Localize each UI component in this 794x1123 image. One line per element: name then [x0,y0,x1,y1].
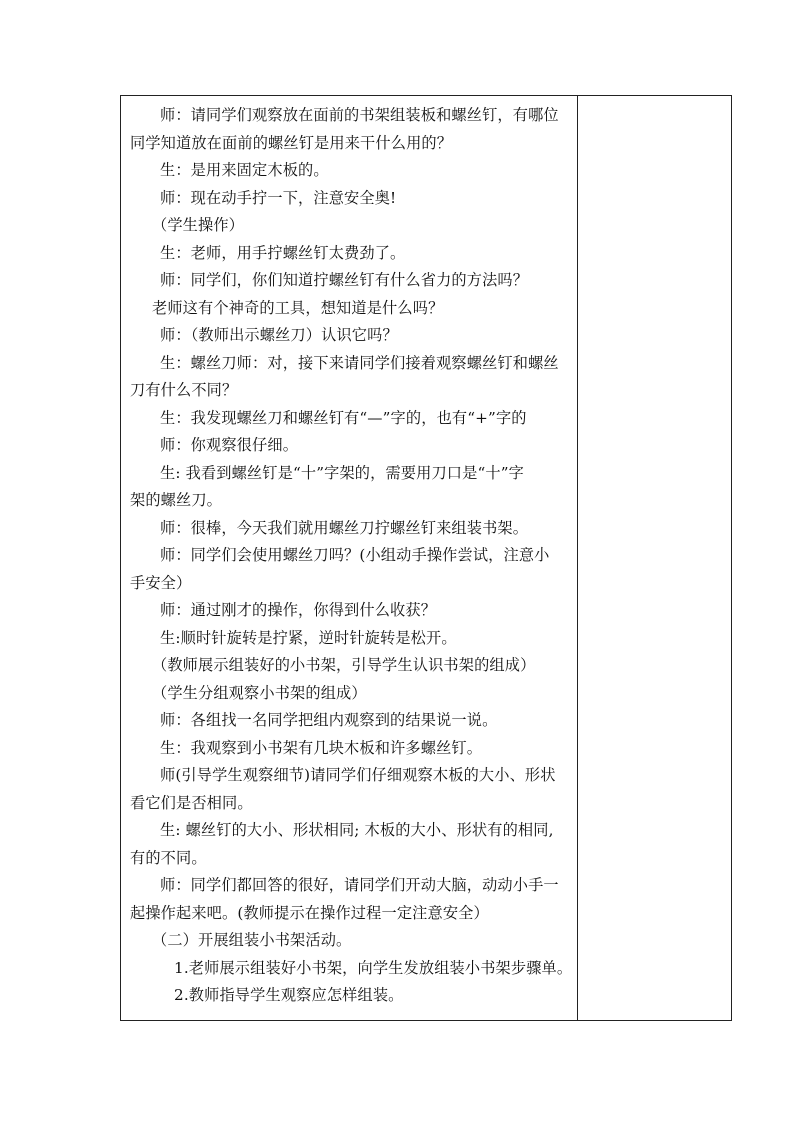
lesson-line: 师：（教师出示螺丝刀）认识它吗？ [160,326,398,344]
lesson-line: （二）开展组装小书架活动。 [152,931,352,949]
lesson-line: 生: 我看到螺丝钉是“十”字架的，需要用刀口是“十”字 [160,463,524,482]
lesson-content-cell [130,102,574,1010]
lesson-line: 看它们是否相同。 [130,793,253,812]
lesson-line: 手安全） [130,573,192,592]
lesson-line: 师：通过刚才的操作，你得到什么收获？ [160,601,437,619]
lesson-line: 师：同学们都回答的很好，请同学们开动大脑，动动小手一 [160,876,559,894]
lesson-table [120,95,732,1021]
lesson-line: 起操作起来吧。(教师提示在操作过程一定注意安全） [130,903,489,922]
lesson-line: 2.教师指导学生观察应怎样组装。 [174,986,404,1004]
lesson-line: 师：现在动手拧一下，注意安全奥! [160,188,397,207]
lesson-line: 生:顺时针旋转是拧紧，逆时针旋转是松开。 [160,628,457,647]
lesson-line: 老师这有个神奇的工具，想知道是什么吗？ [152,298,444,317]
lesson-line: 师(引导学生观察细节)请同学们仔细观察木板的大小、形状 [160,766,556,784]
lesson-line: 师：很棒，今天我们就用螺丝刀拧螺丝钉来组装书架。 [160,518,529,537]
lesson-line: 师：同学们，你们知道拧螺丝钉有什么省力的方法吗？ [160,271,529,289]
lesson-line: 1.老师展示组装好小书架，向学生发放组装小书架步骤单。 [174,958,573,977]
lesson-line: 有的不同。 [130,848,207,867]
lesson-line: 生：是用来固定木板的。 [160,161,329,179]
lesson-line: 生：我发现螺丝刀和螺丝钉有“—”字的，也有“+”字的 [160,408,527,427]
lesson-line: （学生操作） [152,216,245,234]
column-divider [577,96,578,1020]
lesson-line: 生：我观察到小书架有几块木板和许多螺丝钉。 [160,738,483,757]
lesson-line: 生：螺丝刀师：对，接下来请同学们接着观察螺丝钉和螺丝 [160,353,559,372]
lesson-line: 师：同学们会使用螺丝刀吗？(小组动手操作尝试，注意小 [160,546,550,564]
lesson-line: 师：请同学们观察放在面前的书架组装板和螺丝钉，有哪位 [160,106,559,124]
lesson-line: 师：各组找一名同学把组内观察到的结果说一说。 [160,711,498,729]
lesson-line: 生：老师，用手拧螺丝钉太费劲了。 [160,243,406,262]
lesson-line: （学生分组观察小书架的组成） [152,683,367,702]
lesson-line: 刀有什么不同？ [130,381,238,399]
lesson-line: 架的螺丝刀。 [130,491,223,509]
lesson-line: 同学知道放在面前的螺丝钉是用来干什么用的？ [130,133,453,152]
lesson-line: 生: 螺丝钉的大小、形状相同; 木板的大小、形状有的相同, [160,821,554,839]
notes-cell [579,96,731,1020]
lesson-line: 师：你观察很仔细。 [160,436,299,454]
lesson-line: （教师展示组装好的小书架，引导学生认识书架的组成） [152,656,536,674]
